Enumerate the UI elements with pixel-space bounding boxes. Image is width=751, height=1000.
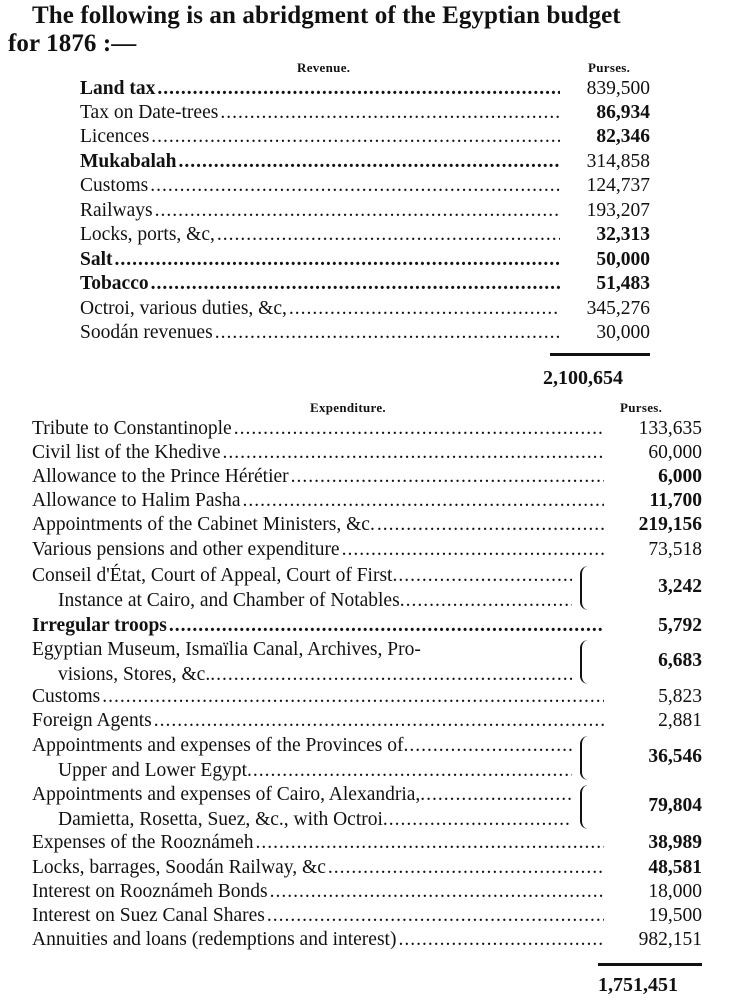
intro-line-1: The following is an abridgment of the Egyptian budget xyxy=(32,2,621,29)
expenditure-row: Irregular troops ..... 5,792 xyxy=(32,613,702,638)
intro-line-2: for 1876 :— xyxy=(8,30,137,57)
revenue-row: Salt ..... 50,000 xyxy=(80,247,650,272)
revenue-row: Licences ..... 82,346 xyxy=(80,124,650,149)
expenditure-row: Interest on Rooznámeh Bonds ..... 18,000 xyxy=(32,879,702,904)
expenditure-row: Annuities and loans (redemptions and interest) ..... 982,151 xyxy=(32,927,702,952)
intro-paragraph xyxy=(8,2,748,58)
expenditure-braced-value: 79,804 xyxy=(648,795,702,816)
brace xyxy=(580,785,592,829)
expenditure-total: 1,751,451 xyxy=(598,974,678,996)
revenue-total-rule xyxy=(550,353,650,356)
expenditure-row: Various pensions and other expenditure ..... 73,518 xyxy=(32,537,702,562)
expenditure-row: Interest on Suez Canal Shares ..... 19,500 xyxy=(32,903,702,928)
expenditure-row: Appointments of the Cabinet Ministers, &c. ..... 219,156 xyxy=(32,512,702,537)
revenue-row: Soodán revenues ..... 30,000 xyxy=(80,320,650,345)
brace xyxy=(580,736,592,780)
revenue-row: Land tax ..... 839,500 xyxy=(80,76,650,101)
brace xyxy=(580,566,592,610)
expenditure-row: Allowance to Halim Pasha ..... 11,700 xyxy=(32,488,702,513)
expenditure-row: Locks, barrages, Soodán Railway, &c ..... 48,581 xyxy=(32,855,702,880)
expenditure-row: Foreign Agents ..... 2,881 xyxy=(32,708,702,733)
revenue-heading: Revenue. xyxy=(297,60,351,75)
revenue-total: 2,100,654 xyxy=(543,367,623,389)
expenditure-braced-value: 36,546 xyxy=(648,746,702,767)
revenue-row: Mukabalah ..... 314,858 xyxy=(80,149,650,174)
expenditure-total-rule xyxy=(598,963,702,966)
brace xyxy=(580,640,592,684)
expenditure-row: Allowance to the Prince Hérétier ..... 6,000 xyxy=(32,464,702,489)
revenue-row: Locks, ports, &c, ..... 32,313 xyxy=(80,222,650,247)
revenue-row: Railways ..... 193,207 xyxy=(80,198,650,223)
expenditure-heading: Expenditure. xyxy=(310,400,386,415)
revenue-row: Customs ..... 124,737 xyxy=(80,173,650,198)
revenue-unit-heading: Purses. xyxy=(588,60,631,75)
revenue-row: Tax on Date-trees ..... 86,934 xyxy=(80,100,650,125)
revenue-row: Tobacco ..... 51,483 xyxy=(80,271,650,296)
expenditure-row: Expenses of the Rooznámeh ..... 38,989 xyxy=(32,830,702,855)
expenditure-braced-value: 3,242 xyxy=(658,576,702,597)
expenditure-row: Tribute to Constantinople ..... 133,635 xyxy=(32,416,702,441)
expenditure-unit-heading: Purses. xyxy=(620,400,663,415)
expenditure-row: Civil list of the Khedive ..... 60,000 xyxy=(32,440,702,465)
expenditure-braced-value: 6,683 xyxy=(658,650,702,671)
expenditure-row: Customs ..... 5,823 xyxy=(32,684,702,709)
revenue-row: Octroi, various duties, &c, ..... 345,276 xyxy=(80,296,650,321)
